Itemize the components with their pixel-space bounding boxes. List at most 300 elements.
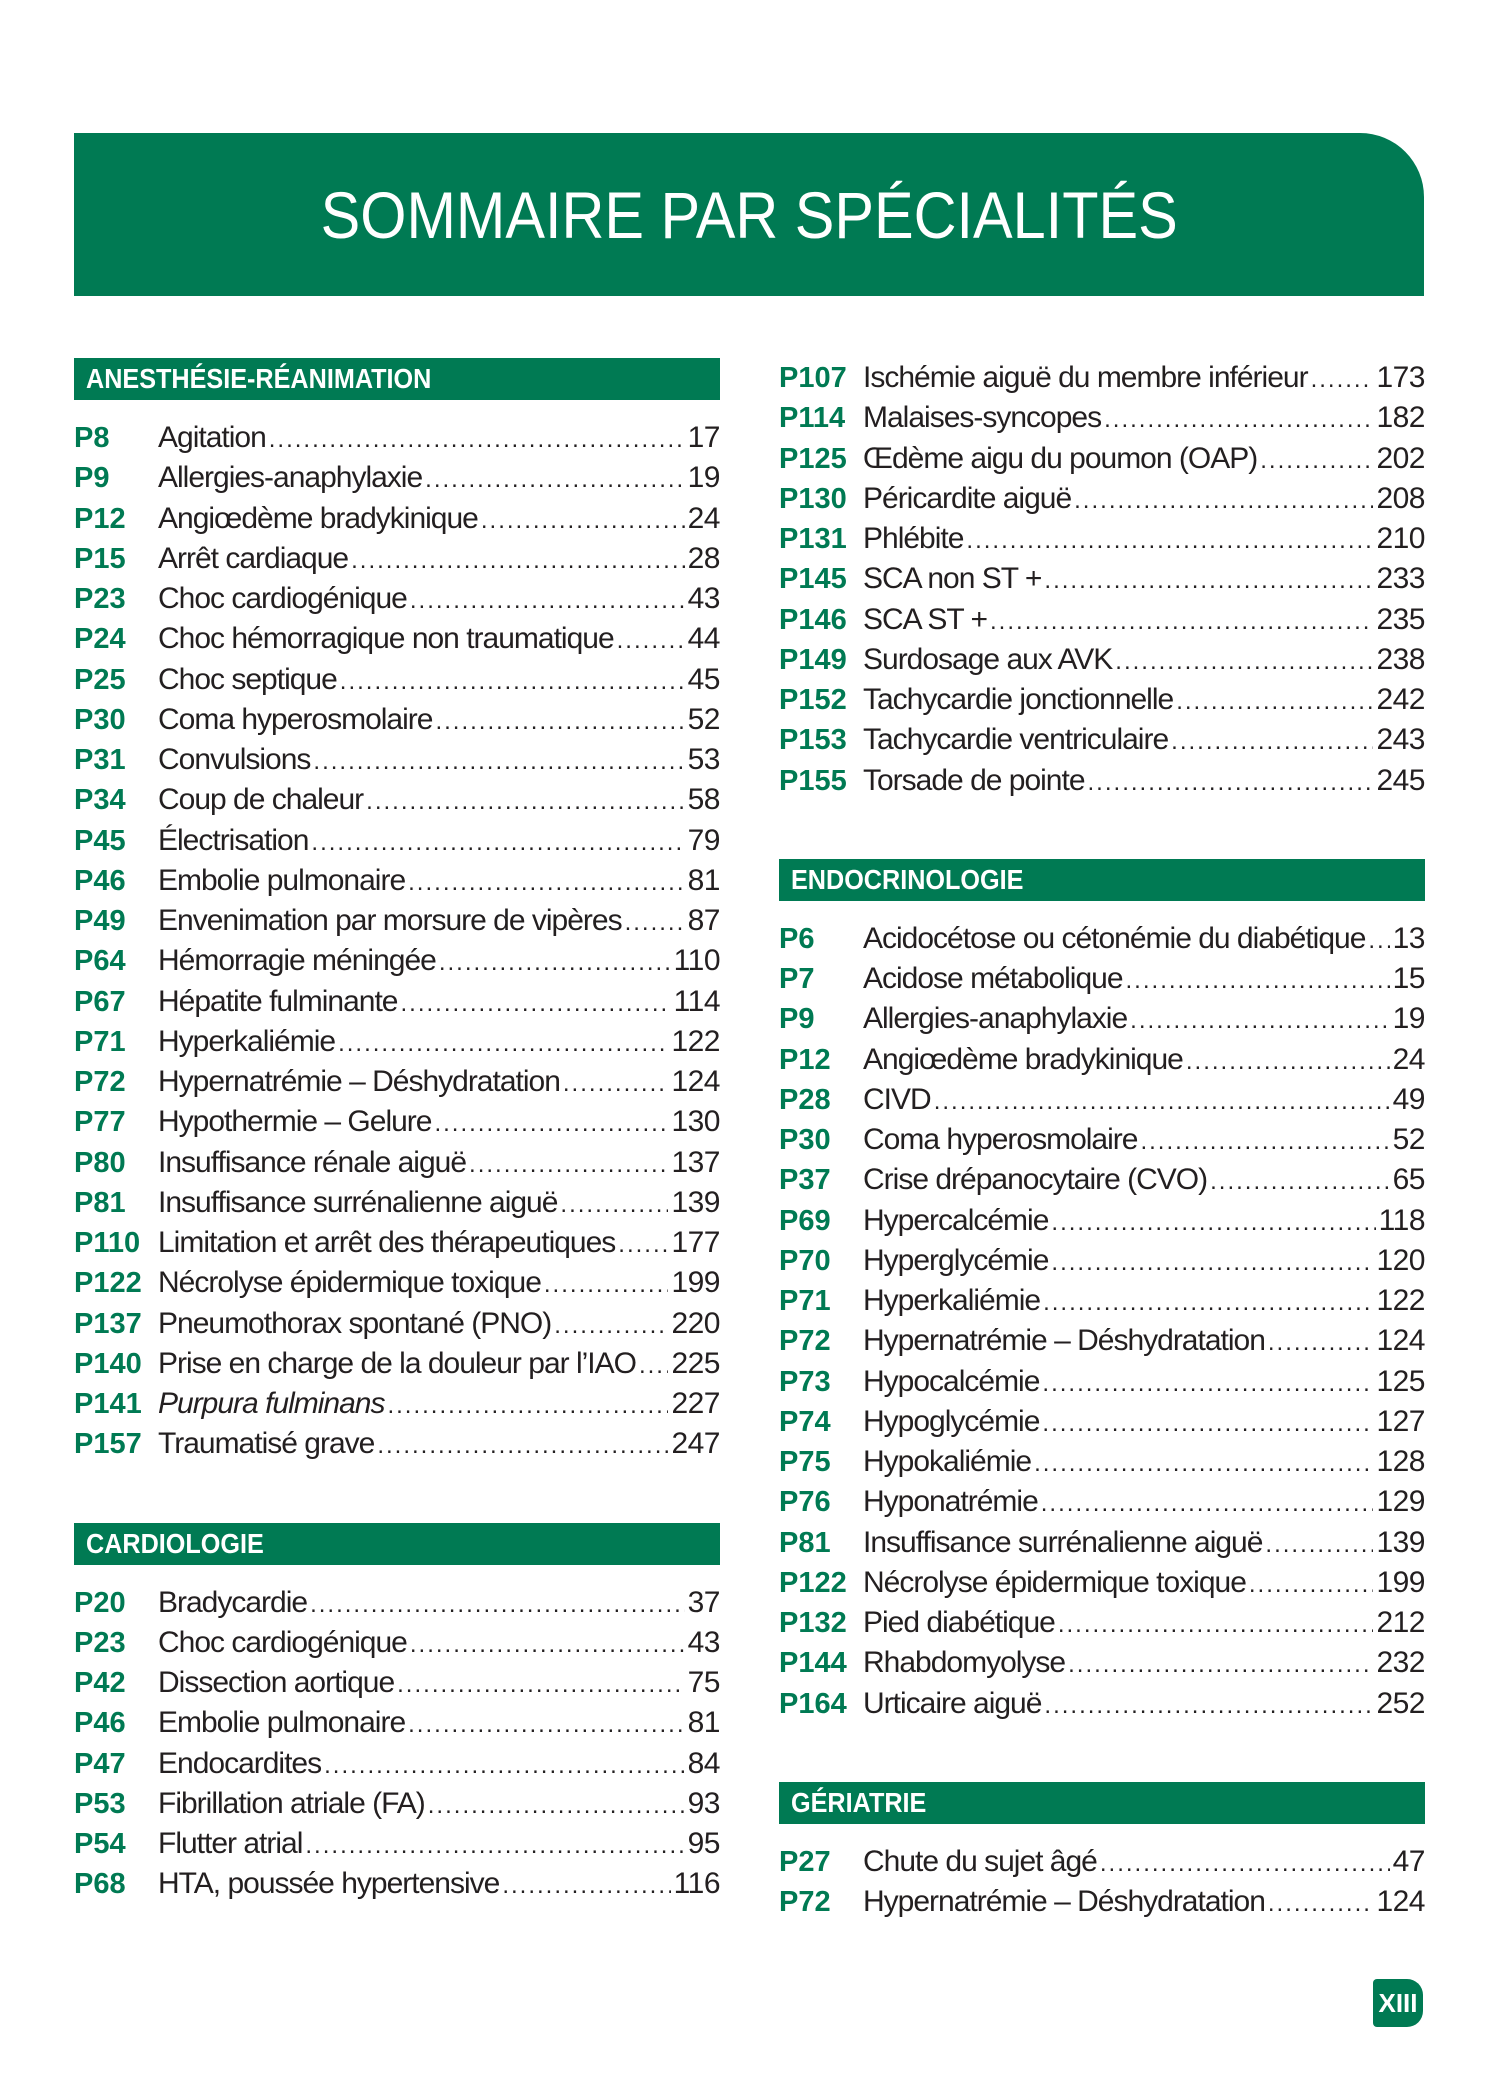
entry-code: P110 [74,1227,141,1259]
entry-title: Hyponatrémie [863,1485,1038,1519]
entry-page-number: 13 [1392,921,1425,955]
entry-code: P157 [74,1428,142,1461]
toc-entry[interactable] [779,559,1425,599]
right-column [779,358,1425,1980]
entry-title-wrap [158,458,720,500]
section-heading [779,1782,1425,1824]
entry-title: Purpura fulminans [158,1387,385,1420]
entry-title: Hypokaliémie [863,1445,1032,1478]
entry-page-number: 81 [687,1706,720,1740]
toc-entry[interactable] [74,1744,720,1784]
dot-leader [401,984,671,1024]
toc-entry[interactable] [779,1684,1425,1724]
dot-leader [563,1064,669,1104]
toc-entry[interactable] [779,1523,1425,1563]
entry-title-wrap [863,999,1425,1041]
dot-leader [1068,1645,1373,1685]
entry-title: Insuffisance rénale aiguë [158,1145,467,1179]
entry-title-wrap [158,539,720,581]
entry-code: P24 [74,623,126,656]
entry-code: P42 [74,1667,126,1699]
section-endocrinologie [779,859,1425,1724]
dot-leader [1130,1001,1389,1041]
dot-leader [1034,1444,1373,1484]
toc-entry[interactable] [779,1603,1425,1643]
dot-leader [560,1185,668,1225]
dot-leader [990,602,1373,642]
toc-entry[interactable] [779,439,1425,479]
entry-title: Nécrolyse épidermique toxique [863,1565,1246,1599]
toc-entry[interactable] [779,1120,1425,1160]
toc-entry[interactable] [74,1183,720,1223]
dot-leader [397,1665,684,1705]
dot-leader [305,1826,684,1866]
entry-code: P70 [779,1244,831,1277]
toc-entry[interactable] [779,358,1425,398]
dot-leader [340,662,685,702]
dot-leader [1044,1686,1373,1726]
entry-title: Péricardite aiguë [863,481,1072,515]
dot-leader [618,1225,668,1265]
entry-title-wrap [158,499,720,541]
dot-leader [366,782,684,822]
entry-page-number: 182 [1376,401,1425,435]
entry-title-wrap [863,1563,1425,1605]
toc-entry[interactable] [779,1442,1425,1482]
entry-code: P77 [74,1106,126,1139]
entry-title-wrap [863,398,1425,440]
toc-entry[interactable] [74,901,720,941]
toc-entry[interactable] [779,761,1425,801]
section-heading-label: GÉRIATRIE [791,1786,927,1818]
entry-title-wrap [863,519,1425,561]
toc-entry[interactable] [779,1321,1425,1361]
entry-code: P49 [74,905,126,937]
entry-page-number: 17 [687,421,720,454]
entry-code: P137 [74,1307,142,1340]
toc-entry[interactable] [74,1304,720,1344]
entry-title: Hyperkaliémie [863,1284,1041,1317]
toc-entry[interactable] [74,941,720,981]
entry-page-number: 49 [1392,1082,1425,1116]
entry-page-number: 37 [687,1585,720,1619]
entry-code: P74 [779,1405,831,1438]
entry-title-wrap [158,941,720,983]
page-number: XIII [1373,1979,1423,2027]
entry-title: Hypocalcémie [863,1364,1040,1398]
entry-code: P122 [779,1566,847,1599]
entry-title: Pied diabétique [863,1606,1055,1639]
entry-page-number: 122 [671,1024,720,1058]
entry-title-wrap [158,418,720,460]
dot-leader [1051,1243,1373,1283]
dot-leader [269,420,685,460]
entry-code: P141 [74,1388,142,1420]
section-cardiologie [74,1523,720,1905]
dot-leader [387,1386,668,1426]
entry-title: Allergies-anaphylaxie [863,1002,1128,1036]
dot-leader [1249,1565,1374,1605]
entry-page-number: 47 [1392,1844,1425,1878]
toc-entry[interactable] [74,821,720,861]
entry-code: P72 [74,1066,126,1098]
entry-page-number: 212 [1376,1606,1425,1639]
toc-entry[interactable] [74,418,720,458]
dot-leader [625,903,685,943]
entry-page-number: 127 [1376,1404,1425,1438]
entry-title: Tachycardie ventriculaire [863,723,1169,757]
entry-page-number: 243 [1376,723,1425,757]
toc-entry[interactable] [74,861,720,901]
dot-leader [435,702,684,742]
entry-code: P72 [779,1325,831,1358]
entry-title-wrap [863,680,1425,722]
entry-code: P71 [74,1025,126,1058]
toc-entry[interactable] [74,1583,720,1623]
dot-leader [310,1585,685,1625]
entry-code: P107 [779,362,847,394]
entry-page-number: 199 [671,1266,720,1300]
entry-title-wrap [863,1201,1425,1243]
toc-entry[interactable] [779,959,1425,999]
entry-title: Traumatisé grave [158,1427,375,1461]
entry-code: P9 [74,462,110,495]
entry-page-number: 81 [687,863,720,897]
entry-code: P144 [779,1647,847,1680]
dot-leader [408,863,684,903]
entry-title-wrap [158,1102,720,1144]
entry-code: P131 [779,523,847,555]
entry-title: Allergies-anaphylaxie [158,461,423,495]
section-heading-label: ENDOCRINOLOGIE [791,863,1024,895]
entry-title-wrap [863,1643,1425,1685]
entry-page-number: 220 [671,1306,720,1340]
entry-title: Coma hyperosmolaire [158,702,433,736]
toc-entry[interactable] [779,1241,1425,1281]
toc-entry[interactable] [779,1201,1425,1241]
toc-entry[interactable] [779,600,1425,640]
entry-title-wrap [863,640,1425,682]
toc-entry[interactable] [74,1663,720,1703]
toc-entry[interactable] [74,740,720,780]
toc-entry[interactable] [74,1143,720,1183]
entry-code: P12 [74,502,126,535]
toc-entry[interactable] [779,919,1425,959]
entry-code: P145 [779,563,847,596]
toc-entry[interactable] [74,499,720,539]
entry-page-number: 116 [673,1867,720,1901]
entry-page-number: 242 [1376,683,1425,716]
dot-leader [351,541,685,581]
toc-entry[interactable] [74,619,720,659]
entry-title: Embolie pulmonaire [158,1706,406,1740]
entry-title-wrap [158,740,720,782]
entry-title: Insuffisance surrénalienne aiguë [863,1525,1263,1559]
entry-title-wrap [158,1062,720,1104]
entry-page-number: 210 [1376,522,1425,555]
entry-code: P53 [74,1787,126,1820]
dot-leader [1043,1283,1373,1323]
entry-code: P153 [779,724,847,757]
entry-page-number: 24 [1392,1042,1425,1076]
toc-entry[interactable] [779,1362,1425,1402]
dot-leader [1058,1605,1374,1645]
entry-code: P164 [779,1687,847,1720]
entry-page-number: 245 [1376,763,1425,797]
entry-page-number: 199 [1376,1565,1425,1599]
entry-title-wrap [863,439,1425,481]
entry-page-number: 15 [1392,962,1425,995]
entry-page-number: 28 [687,541,720,575]
entry-title-wrap [863,1882,1425,1924]
entry-page-number: 247 [671,1427,720,1461]
entry-code: P54 [74,1828,126,1860]
entry-code: P76 [779,1486,831,1519]
toc-entry[interactable] [74,1384,720,1424]
entry-title: SCA non ST + [863,562,1042,596]
toc-entry[interactable] [74,1623,720,1663]
page-title: SOMMAIRE PAR SPÉCIALITÉS [320,177,1178,252]
entry-title: Convulsions [158,743,311,776]
entry-page-number: 238 [1376,642,1425,676]
entry-title: HTA, poussée hypertensive [158,1867,500,1901]
toc-entry[interactable] [779,720,1425,760]
entry-code: P7 [779,963,815,995]
dot-leader [1042,1404,1373,1444]
toc-entry[interactable] [74,1263,720,1303]
entry-title: Limitation et arrêt des thérapeutiques [158,1226,616,1259]
toc-entry[interactable] [74,579,720,619]
toc-entry[interactable] [779,1563,1425,1603]
entry-title-wrap [158,780,720,822]
toc-entry[interactable] [74,1703,720,1743]
toc-entry[interactable] [74,1424,720,1464]
dot-leader [1088,763,1374,803]
entry-title-wrap [158,1864,720,1906]
entry-code: P47 [74,1747,126,1780]
entry-code: P140 [74,1347,142,1380]
section-anesthesie-reanimation [74,358,720,1465]
entry-code: P28 [779,1083,831,1116]
dot-leader [410,581,685,621]
dot-leader [425,460,684,500]
toc-entry[interactable] [74,1344,720,1384]
entry-title-wrap [158,1784,720,1826]
entry-title-wrap [158,1744,720,1786]
toc-entry[interactable] [74,1062,720,1102]
entry-code: P155 [779,764,847,797]
entry-title-wrap [863,1281,1425,1323]
entry-code: P122 [74,1267,142,1300]
entry-title-wrap [158,1824,720,1866]
entry-code: P64 [74,945,126,978]
entry-code: P30 [779,1124,831,1156]
entry-title-wrap [158,861,720,903]
toc-entry[interactable] [779,1160,1425,1200]
entry-page-number: 227 [671,1387,720,1420]
entry-page-number: 225 [671,1346,720,1380]
entry-title: Agitation [158,421,266,454]
dot-leader [1115,642,1373,682]
entry-title: Hypernatrémie – Déshydratation [863,1885,1265,1918]
entry-title: SCA ST + [863,602,988,636]
entry-page-number: 129 [1376,1485,1425,1519]
entry-page-number: 114 [673,984,720,1018]
toc-entry[interactable] [779,999,1425,1039]
entry-page-number: 128 [1376,1445,1425,1478]
entry-code: P68 [74,1868,126,1901]
entry-page-number: 75 [687,1666,720,1699]
toc-entry[interactable] [779,479,1425,519]
dot-leader [1140,1122,1389,1162]
toc-entry[interactable] [779,1842,1425,1882]
entry-title: Choc cardiogénique [158,582,407,615]
entry-code: P152 [779,684,847,716]
entry-page-number: 208 [1376,481,1425,515]
toc-entry[interactable] [74,1864,720,1904]
entry-code: P30 [74,703,126,736]
entry-title: Crise drépanocytaire (CVO) [863,1163,1208,1197]
entry-title-wrap [863,1321,1425,1363]
entry-code: P125 [779,442,847,475]
section-heading-label: CARDIOLOGIE [86,1527,264,1559]
entry-code: P23 [74,1626,126,1659]
toc-entry[interactable] [74,1824,720,1864]
entry-title-wrap [863,1160,1425,1202]
entry-code: P6 [779,922,815,955]
entry-page-number: 84 [687,1746,720,1780]
section-heading [74,1523,720,1565]
toc-entry[interactable] [74,1022,720,1062]
entry-title-wrap [158,1022,720,1064]
dot-leader [1210,1162,1390,1202]
entry-page-number: 118 [1378,1203,1425,1237]
entry-title: Envenimation par morsure de vipères [158,904,622,937]
toc-entry[interactable] [779,1281,1425,1321]
entry-page-number: 53 [687,743,720,776]
dot-leader [338,1024,668,1064]
entry-title: Hyperglycémie [863,1243,1049,1277]
dot-leader [1265,1525,1373,1565]
dot-leader [1311,360,1374,400]
entry-title: Hypernatrémie – Déshydratation [863,1324,1265,1358]
entry-title-wrap [158,1143,720,1185]
entry-code: P20 [74,1586,126,1619]
entry-title: Flutter atrial [158,1827,303,1860]
toc-entry[interactable] [779,1882,1425,1922]
entry-title: Coup de chaleur [158,783,364,817]
entry-title-wrap [863,1362,1425,1404]
entry-title-wrap [158,1424,720,1466]
entry-code: P67 [74,985,126,1018]
entry-title-wrap [158,1344,720,1386]
entry-title-wrap [863,1120,1425,1162]
entry-code: P23 [74,583,126,615]
toc-entry[interactable] [779,1040,1425,1080]
dot-leader [1126,961,1390,1001]
entry-title: Chute du sujet âgé [863,1844,1097,1878]
entry-page-number: 124 [671,1065,720,1098]
entry-title: Insuffisance surrénalienne aiguë [158,1185,558,1219]
entry-title-wrap [158,1663,720,1705]
toc-entry[interactable] [74,780,720,820]
entry-page-number: 173 [1376,361,1425,394]
dot-leader [1268,1323,1374,1363]
toc-entry[interactable] [779,519,1425,559]
entry-title-wrap [863,1241,1425,1283]
entry-title: Fibrillation atriale (FA) [158,1786,425,1820]
entry-code: P71 [779,1285,831,1317]
entry-title-wrap [863,600,1425,642]
entry-title: Rhabdomyolyse [863,1646,1066,1680]
toc-entry[interactable] [779,1080,1425,1120]
entry-title: Endocardites [158,1746,322,1780]
toc-entry[interactable] [779,640,1425,680]
entry-title-wrap [158,901,720,943]
entry-code: P9 [779,1003,815,1036]
toc-entry[interactable] [74,700,720,740]
entry-title: Hypercalcémie [863,1203,1049,1237]
entry-page-number: 233 [1376,562,1425,596]
entry-title: Dissection aortique [158,1666,395,1699]
entry-title-wrap [863,479,1425,521]
entry-code: P46 [74,1707,126,1740]
entry-code: P80 [74,1146,126,1179]
toc-entry[interactable] [74,1223,720,1263]
toc-entry[interactable] [779,398,1425,438]
entry-title: Pneumothorax spontané (PNO) [158,1306,552,1340]
entry-code: P114 [779,402,846,435]
toc-entry[interactable] [779,1482,1425,1522]
entry-page-number: 19 [1392,1002,1425,1036]
entry-title-wrap [158,821,720,863]
section-continued [779,358,1425,801]
toc-entry[interactable] [74,539,720,579]
entry-page-number: 232 [1376,1646,1425,1680]
dot-leader [428,1786,685,1826]
entry-title-wrap [863,559,1425,601]
entry-page-number: 24 [687,501,720,535]
dot-leader [1100,1844,1390,1884]
entry-page-number: 58 [687,783,720,817]
entry-page-number: 110 [673,944,720,978]
entry-title-wrap [863,1842,1425,1884]
toc-entry[interactable] [74,1784,720,1824]
entry-page-number: 139 [671,1185,720,1219]
dot-leader [502,1866,670,1906]
entry-title: Hypernatrémie – Déshydratation [158,1065,560,1098]
dot-leader [434,1104,668,1144]
entry-title: Bradycardie [158,1585,308,1619]
toc-entry[interactable] [779,1402,1425,1442]
entry-title-wrap [158,660,720,702]
toc-entry[interactable] [74,458,720,498]
entry-title-wrap [863,1040,1425,1082]
dot-leader [1186,1042,1390,1082]
entry-title: Malaises-syncopes [863,401,1102,435]
toc-entry[interactable] [74,1102,720,1142]
toc-entry[interactable] [779,1643,1425,1683]
entry-title: Tachycardie jonctionnelle [863,683,1174,716]
toc-entry[interactable] [74,982,720,1022]
entry-title: Torsade de pointe [863,763,1085,797]
entry-code: P73 [779,1365,831,1398]
entry-code: P8 [74,422,110,454]
toc-entry[interactable] [779,680,1425,720]
entry-title: Choc hémorragique non traumatique [158,622,614,656]
toc-entry[interactable] [74,660,720,700]
dot-leader [554,1306,668,1346]
